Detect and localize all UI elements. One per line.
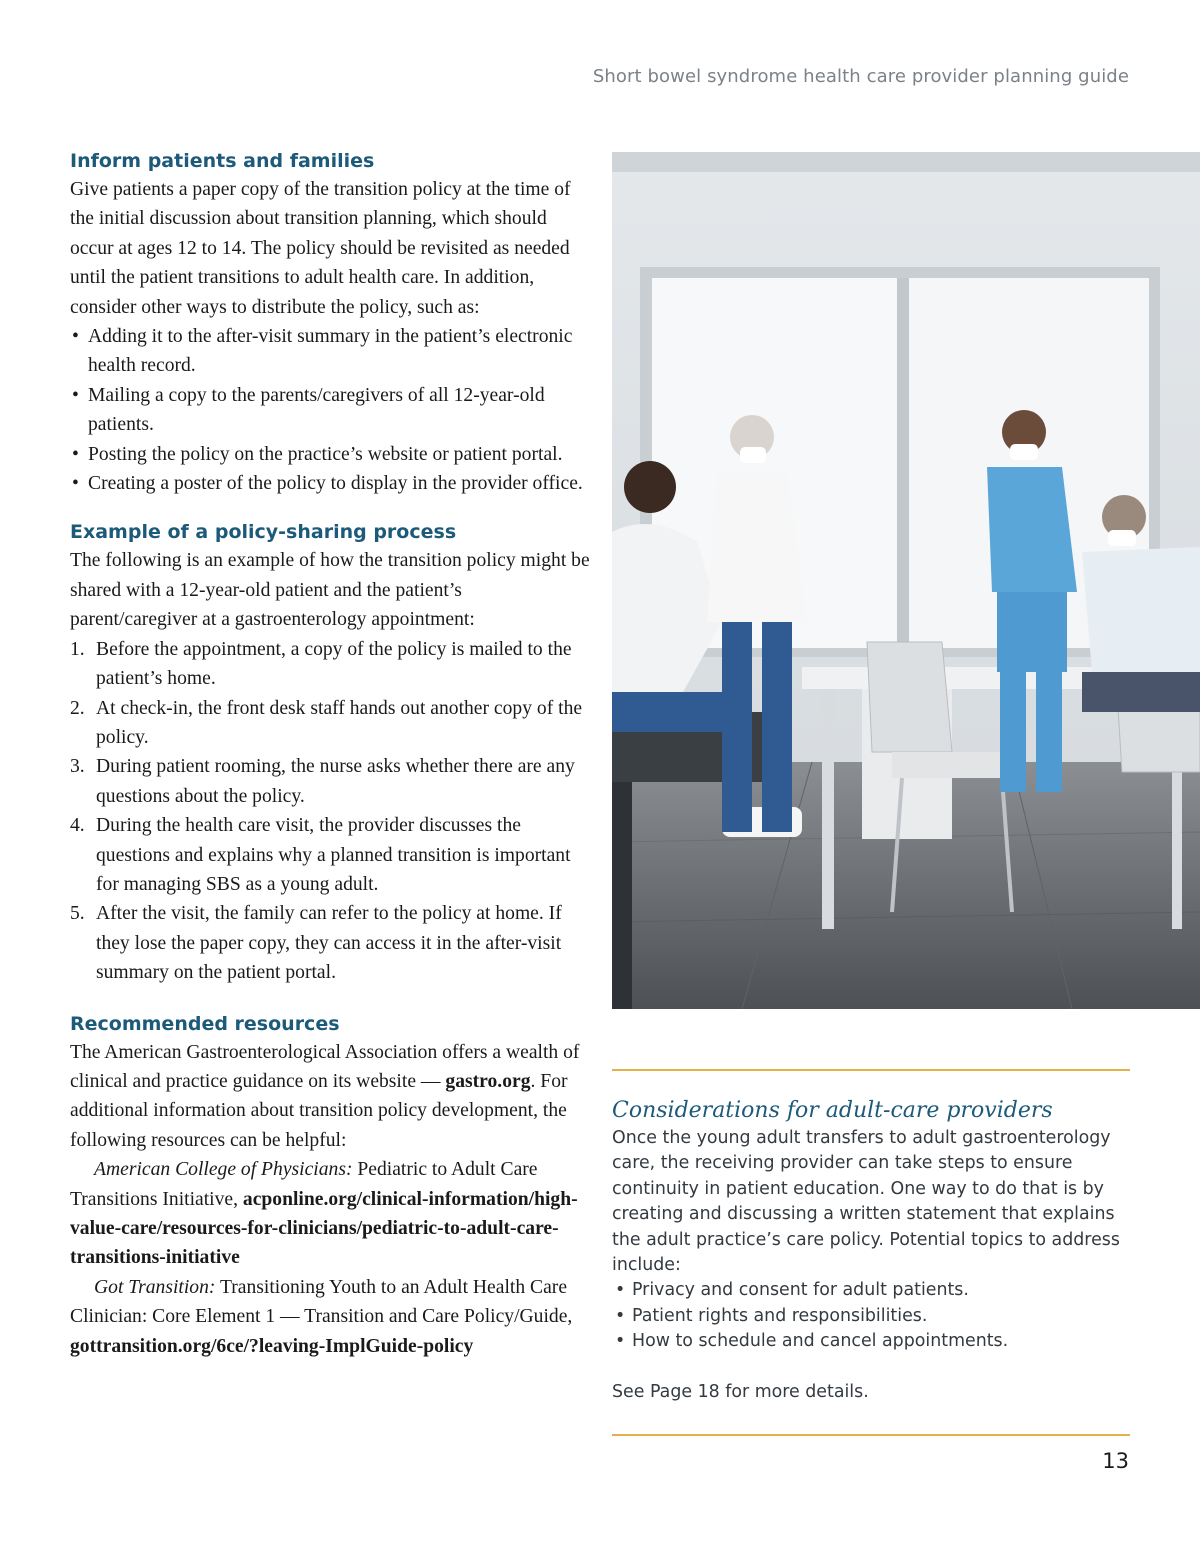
list-text: Before the appointment, a copy of the policy is mailed to the patient’s home. <box>96 638 572 690</box>
main-column <box>70 147 590 1361</box>
list-number: 2. <box>70 697 85 719</box>
list-text: At check-in, the front desk staff hands out another copy of the policy. <box>96 697 583 748</box>
list-text: After the visit, the family can refer to the policy at home. If they lose the paper copy, they can access it in the after-visit summary on the patient portal. <box>96 903 562 984</box>
section-inform-patients <box>70 147 590 498</box>
resource-link[interactable]: gottransition.org/6ce/?leaving-ImplGuide-policy <box>70 1335 474 1357</box>
sidebar-paragraph: Once the young adult transfers to adult gastroenterology care, the receiving provider can take steps to ensure continuity in patient education. One way to do that is by creating and discussing a written statement that explains the adult practice’s care policy. Potential topics to address include: <box>612 1128 1120 1276</box>
list-item: • Creating a poster of the policy to display in the provider office. <box>70 469 590 498</box>
page-number: 13 <box>1102 1449 1129 1473</box>
clinic-meeting-photo <box>612 152 1200 1009</box>
section-heading: Recommended resources <box>70 1012 340 1035</box>
resource-title: Pediatric to Adult Care Transitions Initiative, <box>70 1159 538 1210</box>
sidebar-footer: See Page 18 for more details. <box>612 1381 869 1402</box>
text-run: The American Gastroenterological Association offers a wealth of clinical and practice guidance on its website — <box>70 1041 580 1092</box>
resource-entry <box>70 1155 590 1273</box>
list-item: • Mailing a copy to the parents/caregivers of all 12-year-old patients. <box>70 381 590 440</box>
list-number: 4. <box>70 815 85 837</box>
resource-org: Got Transition: <box>94 1276 216 1298</box>
divider-bottom <box>612 1434 1130 1436</box>
bullet-list <box>70 322 590 498</box>
section-example-process <box>70 518 590 987</box>
list-item <box>70 811 590 899</box>
paragraph: Give patients a paper copy of the transition policy at the time of the initial discussion about transition planning, which should occur at ages 12 to 14. The policy should be revisited as needed until the patient transitions to adult health care. In addition, consider other ways to distribute the policy, such as: <box>70 179 571 318</box>
resource-org: American College of Physicians: <box>94 1159 353 1181</box>
list-text: During the health care visit, the provider discusses the questions and explains why a planned transition is important for managing SBS as a young adult. <box>96 815 571 895</box>
list-item <box>70 694 590 753</box>
section-recommended-resources <box>70 1010 590 1361</box>
list-item: • Privacy and consent for adult patients. <box>612 1278 1132 1303</box>
list-item <box>70 752 590 811</box>
section-heading: Example of a policy-sharing process <box>70 521 457 544</box>
divider-top <box>612 1069 1130 1071</box>
sidebar-heading: Considerations for adult-care providers <box>612 1098 1053 1123</box>
resource-title: Transitioning Youth to an Adult Health Care Clinician: Core Element 1 — Transition and Care Policy/Guide, <box>70 1276 573 1328</box>
photo-illustration <box>612 152 1200 1009</box>
list-item: • Adding it to the after-visit summary in the patient’s electronic health record. <box>70 322 590 381</box>
list-number: 3. <box>70 756 85 778</box>
list-text: During patient rooming, the nurse asks whether there are any questions about the policy. <box>96 756 575 807</box>
numbered-list <box>70 635 590 988</box>
paragraph: The following is an example of how the transition policy might be shared with a 12-year-old patient and the patient’s parent/caregiver at a gastroenterology appointment: <box>70 550 590 631</box>
list-item <box>70 899 590 987</box>
list-item: • Patient rights and responsibilities. <box>612 1304 1132 1329</box>
list-item: • How to schedule and cancel appointments. <box>612 1329 1132 1354</box>
resource-link[interactable]: acponline.org/clinical-information/high-value-care/resources-for-clinicians/pediatric-to-adult-care-transitions-initiative <box>70 1188 578 1269</box>
running-header: Short bowel syndrome health care provider planning guide <box>592 66 1129 87</box>
section-heading: Inform patients and families <box>70 150 375 172</box>
paragraph <box>70 1038 590 1156</box>
sidebar-bullet-list <box>612 1278 1132 1354</box>
list-number: 5. <box>70 903 85 925</box>
sidebar-box <box>612 1096 1132 1405</box>
gastro-link[interactable]: gastro.org <box>445 1070 531 1092</box>
text-run: . For additional information about transition policy development, the following resources can be helpful: <box>70 1070 568 1151</box>
list-item: • Posting the policy on the practice’s website or patient portal. <box>70 440 590 469</box>
resource-entry <box>70 1273 590 1361</box>
list-item <box>70 635 590 694</box>
list-number: 1. <box>70 638 85 660</box>
